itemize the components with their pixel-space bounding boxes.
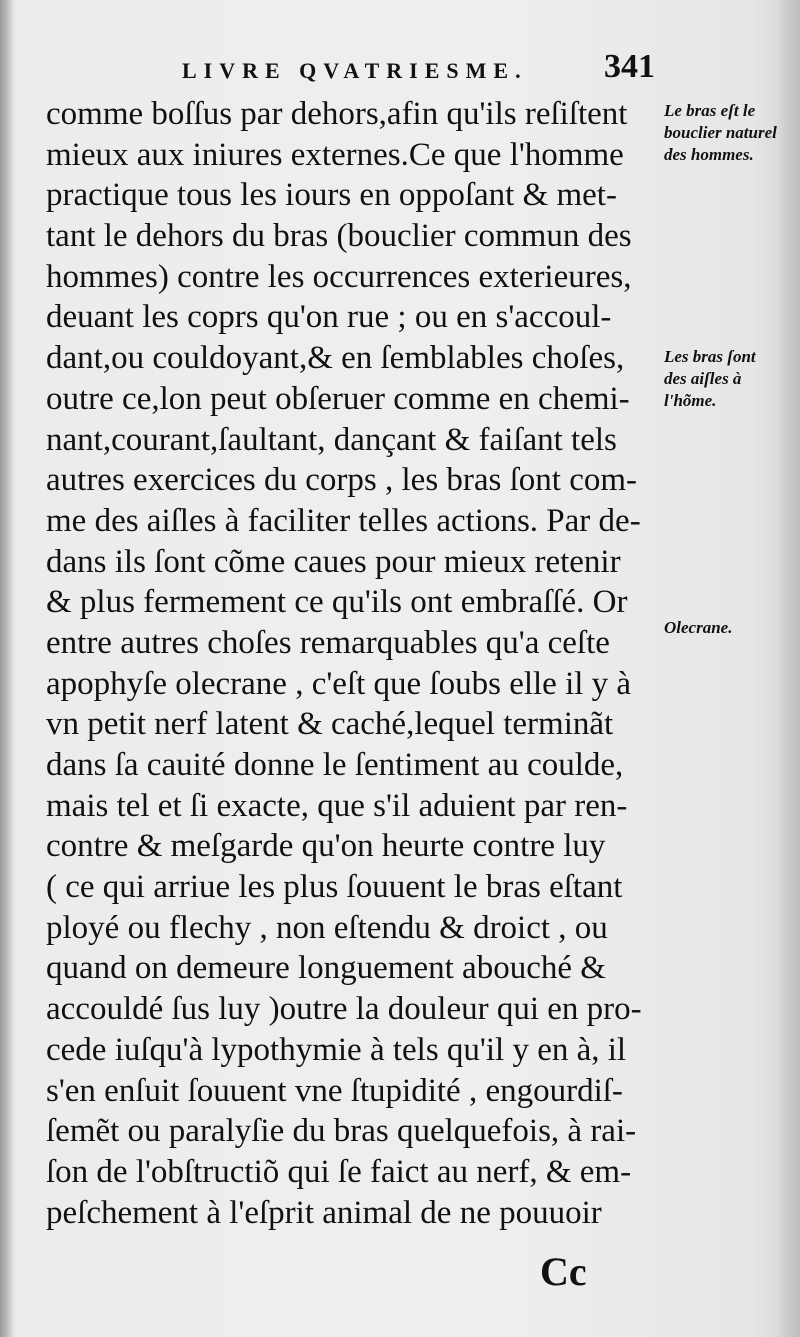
text-line: mais tel et ſi exacte, que s'il aduient par ren- [46, 787, 628, 824]
text-line: autres exercices du corps , les bras ſont com- [46, 462, 638, 499]
text-line: mieux aux iniures externes.Ce que l'homme [46, 136, 624, 173]
text-line: dans ils ſont cõme caues pour mieux retenir [46, 543, 621, 580]
text-line: tant le dehors du bras (bouclier commun des [46, 218, 632, 255]
page-edge [778, 0, 800, 1337]
text-line: vn petit nerf latent & caché,lequel terminãt [46, 706, 614, 743]
text-line: ( ce qui arriue les plus ſouuent le bras eſtant [46, 869, 623, 906]
text-line: cede iuſqu'à lypothymie à tels qu'il y en à, il [46, 1031, 627, 1068]
text-line: dans ſa cauité donne le ſentiment au coulde, [46, 747, 624, 783]
margin-note-bouclier: Le bras eſt le bouclier naturel des hommes. [664, 101, 777, 164]
text-line: s'en enſuit ſouuent vne ſtupidité , engourdiſ- [46, 1072, 623, 1109]
text-line: contre & meſgarde qu'on heurte contre luy [46, 828, 606, 865]
text-line: deuant les coprs qu'on rue ; ou en s'accoul- [46, 299, 612, 336]
text-line: apophyſe olecrane , c'eſt que ſoubs elle il y à [46, 665, 632, 702]
text-line: peſchement à l'eſprit animal de ne pouuoir [46, 1194, 602, 1231]
margin-note-olecrane: Olecrane. [664, 618, 733, 637]
running-head: LIVRE QVATRIESME. [182, 58, 528, 83]
text-line: accouldé ſus luy )outre la douleur qui en pro- [46, 991, 642, 1028]
main-text-block [46, 94, 686, 1233]
page-header [0, 48, 800, 92]
show-through [706, 470, 776, 670]
text-line: entre autres choſes remarquables qu'a ceſte [46, 624, 610, 661]
text-line: ployé ou flechy , non eſtendu & droict , ou [46, 909, 608, 946]
text-line: me des aiſles à faciliter telles actions. Par de- [46, 502, 641, 539]
gutter-shadow [0, 0, 14, 1337]
text-line: quand on demeure longuement abouché & [46, 950, 606, 987]
show-through [708, 1088, 778, 1288]
signature-mark: Cc [540, 1249, 587, 1294]
text-line: hommes) contre les occurrences exterieures, [46, 258, 632, 295]
margin-note-aisles: Les bras ſont des aiſles à l'hõme. [664, 347, 756, 410]
text-line: dant,ou couldoyant,& en ſemblables choſes, [46, 340, 625, 377]
text-line: & plus fermement ce qu'ils ont embraſſé. Or [46, 584, 628, 621]
text-line: ſemẽt ou paralyſie du bras quelquefois, à rai- [46, 1113, 637, 1150]
text-line: nant,courant,ſaultant, dançant & faiſant tels [46, 421, 617, 458]
text-line: outre ce,lon peut obſeruer comme en chemi- [46, 380, 630, 417]
text-line: ſon de l'obſtructiõ qui ſe faict au nerf, & em- [46, 1153, 632, 1190]
text-line: comme boſſus par dehors,afin qu'ils reſiſtent [46, 96, 628, 132]
text-line: practique tous les iours en oppoſant & met- [46, 177, 617, 214]
page-number: 341 [604, 48, 655, 85]
